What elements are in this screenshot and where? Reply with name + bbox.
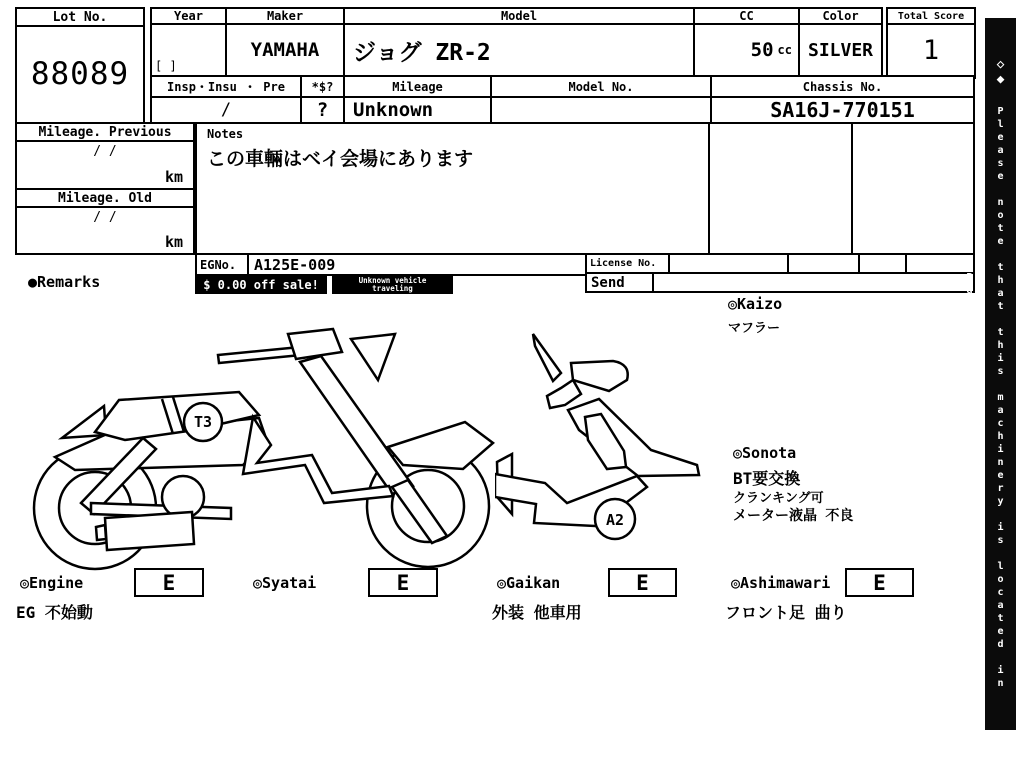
sonota-item-battery: BT要交換: [733, 469, 801, 488]
grade-ashimawari-box: E: [845, 568, 914, 597]
model-header: Model: [343, 7, 695, 25]
mileage-old-box: [15, 188, 195, 255]
damage-marker-t3-label: T3: [193, 413, 213, 431]
notes-text: この車輛はベイ会場にあります: [207, 148, 474, 170]
year-header: Year: [150, 7, 227, 25]
notes-box: [195, 122, 710, 255]
empty-cell-2: [851, 122, 975, 255]
cc-header: CC: [693, 7, 800, 25]
scooter-front-diagram: [495, 318, 710, 553]
sidebar-notice-text: Please note that this machinery is located in Bayside Yard: [964, 106, 1006, 691]
year-bracket: [ ]: [155, 59, 177, 73]
grade-gaikan-title: ◎Gaikan: [497, 574, 561, 592]
license-cell-1: [668, 253, 789, 274]
total-score-box: [886, 7, 976, 79]
kaizo-item-muffler: マフラー: [728, 321, 781, 336]
mileage-previous-date: / /: [93, 144, 117, 159]
unknown-vehicle-line1: Unknown vehicle: [358, 275, 427, 285]
muffler-icon: [105, 512, 194, 550]
mileage-previous-unit: km: [164, 168, 183, 186]
upper-cowl-icon: [571, 361, 628, 391]
maker-value: YAMAHA: [225, 23, 345, 77]
front-spike-icon: [533, 334, 561, 381]
windshield-icon: [288, 329, 342, 359]
sidebar-bottom-diamonds-icon: ◆◇: [962, 446, 977, 477]
mileage-old-label: Mileage. Old: [17, 190, 193, 208]
eg-no-label: EGNo.: [195, 253, 249, 276]
grade-engine-box: E: [134, 568, 204, 597]
sonota-item-meter: メーター液晶 不良: [733, 508, 854, 524]
year-value-cell: [150, 23, 227, 77]
star-header: *$?: [300, 75, 345, 98]
cc-value: 50: [750, 39, 774, 61]
lot-no-box: [15, 7, 145, 124]
grade-gaikan-note: 外装 他車用: [492, 603, 582, 622]
color-value: SILVER: [798, 23, 883, 77]
mileage-previous-label: Mileage. Previous: [17, 124, 193, 142]
mileage-value: Unknown: [343, 96, 492, 124]
eg-no-value: A125E-009: [247, 253, 587, 276]
sale-badge-text: $ 0.00 off sale!: [203, 278, 319, 292]
bayside-yard-sidebar: [962, 18, 1016, 730]
total-score-value: 1: [922, 34, 940, 66]
lot-no-label: Lot No.: [17, 9, 143, 27]
unknown-vehicle-badge: [332, 276, 453, 294]
send-value-cell: [652, 272, 975, 293]
front-fender-icon: [388, 422, 493, 469]
total-score-label: Total Score: [888, 9, 974, 25]
send-label: Send: [585, 272, 654, 293]
grade-syatai-box: E: [368, 568, 438, 597]
color-header: Color: [798, 7, 883, 25]
mirror-icon: [351, 334, 395, 380]
star-value: ?: [300, 96, 345, 124]
cc-value-cell: [693, 23, 800, 77]
sale-badge: [195, 276, 327, 294]
sidebar-top-diamonds-icon: ◇◆: [993, 57, 1008, 87]
license-cell-3: [858, 253, 907, 274]
grade-syatai-title: ◎Syatai: [253, 574, 317, 592]
cc-unit: cc: [777, 43, 792, 57]
grade-engine-title: ◎Engine: [20, 574, 84, 592]
scooter-side-diagram: [15, 322, 515, 572]
mileage-header: Mileage: [343, 75, 492, 98]
mileage-old-unit: km: [164, 233, 183, 251]
grade-ashimawari-note: フロント足 曲り: [725, 603, 847, 622]
license-no-label: License No.: [585, 253, 670, 274]
remarks-label: ●Remarks: [28, 273, 101, 291]
grade-engine-note: EG 不始動: [16, 603, 93, 622]
empty-cell-1: [708, 122, 855, 255]
unknown-vehicle-line2: traveling: [372, 284, 413, 293]
notes-label: Notes: [207, 127, 244, 141]
damage-marker-a2-label: A2: [605, 511, 625, 529]
insp-header: Insp・Insu ・ Pre: [150, 75, 302, 98]
kaizo-title: ◎Kaizo: [728, 295, 783, 313]
sonota-title: ◎Sonota: [733, 444, 797, 462]
grade-gaikan-box: E: [608, 568, 677, 597]
model-no-value: [490, 96, 712, 124]
license-cell-2: [787, 253, 860, 274]
maker-header: Maker: [225, 7, 345, 25]
chassis-no-header: Chassis No.: [710, 75, 975, 98]
mileage-previous-box: [15, 122, 195, 190]
insp-value: /: [150, 96, 302, 124]
model-no-header: Model No.: [490, 75, 712, 98]
sonota-item-cranking: クランキング可: [733, 491, 824, 506]
lot-no-value: 88089: [30, 55, 130, 92]
model-value: ジョグ ZR-2: [343, 23, 695, 77]
chassis-no-value: SA16J-770151: [710, 96, 975, 124]
grade-ashimawari-title: ◎Ashimawari: [731, 574, 831, 592]
mileage-old-date: / /: [93, 210, 117, 225]
